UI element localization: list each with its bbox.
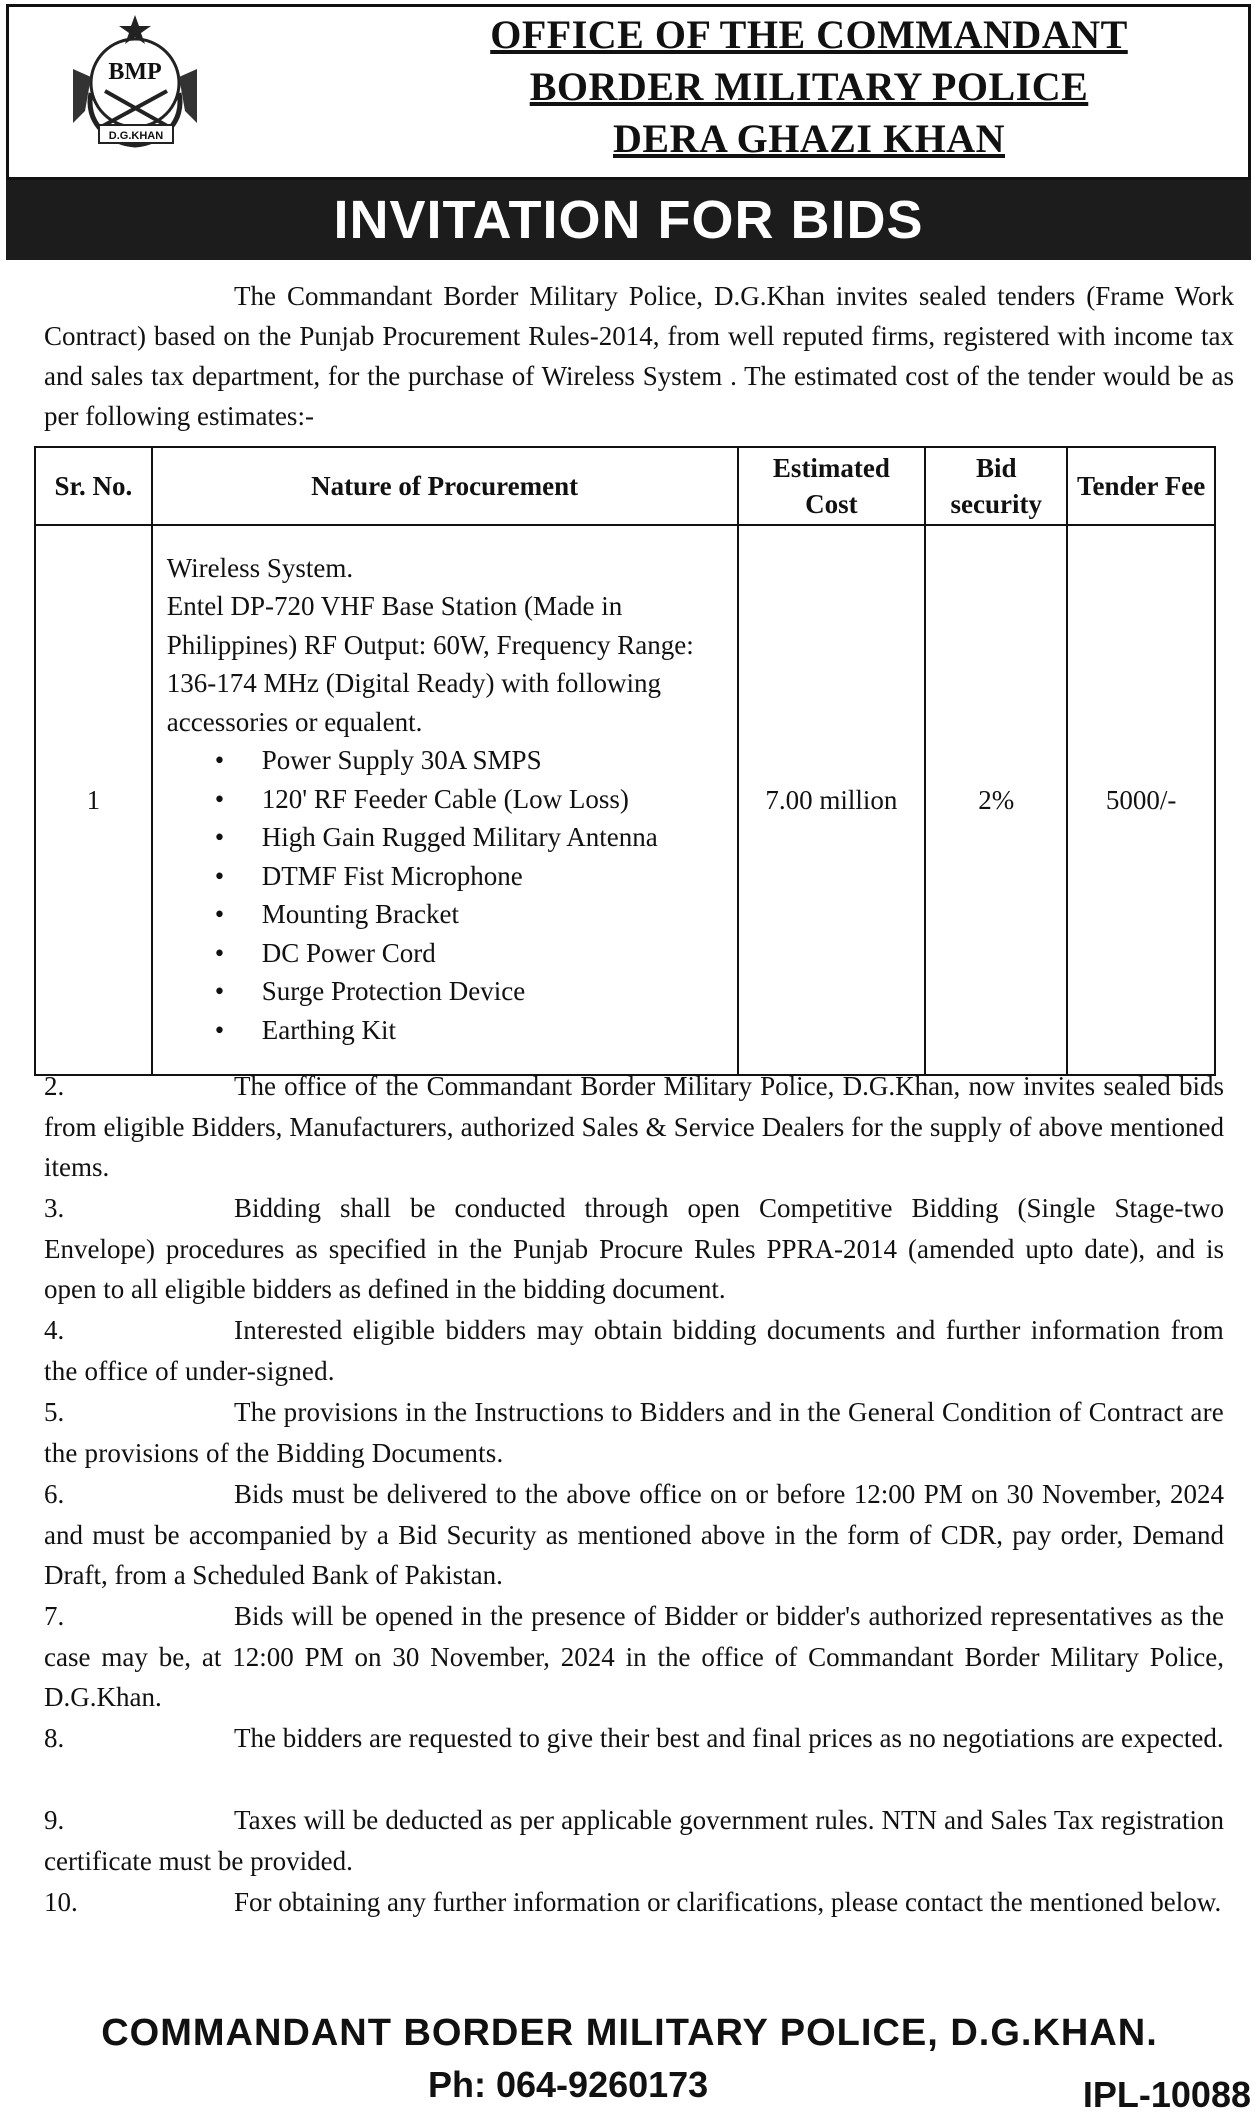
intro-paragraph: The Commandant Border Military Police, D.G.Khan invites sealed tenders (Frame Work Contract) based on the Punjab Procurement Rules-2014, from well reputed firms, registered with income tax and sales tax department, for the purchase of Wireless System . The estimated cost of the tender would be as per following estimates:- [44,281,1234,431]
clause-number: 6. [44,1479,65,1509]
clause-paragraph [44,1596,1224,1718]
office-line: DERA GHAZI KHAN [613,116,1005,161]
clause-number: 4. [44,1315,65,1345]
list-item: • Earthing Kit [262,1011,727,1050]
clause-number: 3. [44,1193,65,1223]
ipl-code: IPL-10088 [1082,2074,1251,2115]
office-line: BORDER MILITARY POLICE [529,64,1089,109]
clause-number: 8. [44,1723,65,1753]
clause-paragraph [44,1882,1224,1923]
footer-signatory: COMMANDANT BORDER MILITARY POLICE, D.G.KHAN. [101,2012,1158,2054]
clause-text: Taxes will be deducted as per applicable government rules. NTN and Sales Tax registration certificate must be provided. [44,1805,1224,1876]
clause-paragraph [44,1188,1224,1310]
cell-bid-security: 2% [925,525,1067,1075]
accessories-list [167,741,727,1049]
clause-text: The bidders are requested to give their best and final prices as no negotiations are expected. [234,1723,1224,1753]
clause-text: The provisions in the Instructions to Bidders and in the General Condition of Contract are the provisions of the Bidding Documents. [44,1397,1224,1468]
cell-nature [152,525,738,1075]
clause-text: Bids must be delivered to the above office on or before 12:00 PM on 30 November, 2024 and must be accompanied by a Bid Security as mentioned above in the form of CDR, pay order, Demand Draft, from a Scheduled Bank of Pakistan. [44,1479,1224,1590]
col-header-nature: Nature of Procurement [152,447,738,525]
list-item: • 120' RF Feeder Cable (Low Loss) [262,780,727,819]
clause-paragraph [44,1392,1224,1473]
procurement-table [34,446,1216,1076]
page-title: INVITATION FOR BIDS [6,180,1251,260]
col-header-estimated-cost: Estimated Cost [738,447,926,525]
clause-number: 2. [44,1071,65,1101]
list-item: • Power Supply 30A SMPS [262,741,727,780]
clause-paragraph [44,1474,1224,1596]
col-header-sr-no: Sr. No. [35,447,152,525]
logo-text: BMP [108,59,162,85]
col-header-bid-security: Bid security [925,447,1067,525]
footer-phone: Ph: 064-9260173 [428,2064,709,2105]
clause-text: The office of the Commandant Border Military Police, D.G.Khan, now invites sealed bids from eligible Bidders, Manufacturers, authorized Sales & Service Dealers for the supply of above mentioned items. [44,1071,1224,1182]
office-line: OFFICE OF THE COMMANDANT [490,12,1128,57]
list-item: • DC Power Cord [262,934,727,973]
list-item: • High Gain Rugged Military Antenna [262,818,727,857]
clause-number: 10. [44,1887,78,1917]
col-header-tender-fee: Tender Fee [1067,447,1215,525]
header-box [6,4,1251,180]
clause-paragraph [44,1310,1224,1391]
item-description: Entel DP-720 VHF Base Station (Made in Philippines) RF Output: 60W, Frequency Range: 136-174 MHz (Digital Ready) with following accessories or equalent. [166,591,694,737]
clause-number: 9. [44,1805,65,1835]
clause-number: 5. [44,1397,65,1427]
clause-text: For obtaining any further information or clarifications, please contact the mentioned below. [234,1887,1222,1917]
list-item: • Mounting Bracket [262,895,727,934]
bmp-logo [55,11,215,159]
list-item: • DTMF Fist Microphone [262,857,727,896]
clause-paragraph [44,1066,1224,1188]
clause-text: Bids will be opened in the presence of Bidder or bidder's authorized representatives as the case may be, at 12:00 PM on 30 November, 2024 in the office of Commandant Border Military Police, D.G.Khan. [44,1601,1224,1712]
clause-text: Interested eligible bidders may obtain bidding documents and further information from the office of under-signed. [44,1315,1224,1386]
office-heading [409,9,1209,165]
cell-sr-no: 1 [35,525,152,1075]
clause-paragraph [44,1718,1224,1759]
clause-paragraph [44,1800,1224,1881]
list-item: • Surge Protection Device [262,972,727,1011]
cell-tender-fee: 5000/- [1067,525,1215,1075]
cell-estimated-cost: 7.00 million [738,525,926,1075]
table-row [35,525,1215,1075]
logo-banner-text: D.G.KHAN [108,130,164,142]
item-title: Wireless System. [166,552,354,583]
clause-text: Bidding shall be conducted through open Competitive Bidding (Single Stage-two Envelope) procedures as specified in the Punjab Procure Rules PPRA-2014 (amended upto date), and is open to all eligible bidders as defined in the bidding document. [44,1193,1224,1304]
table-header-row [35,447,1215,525]
clause-number: 7. [44,1601,65,1631]
